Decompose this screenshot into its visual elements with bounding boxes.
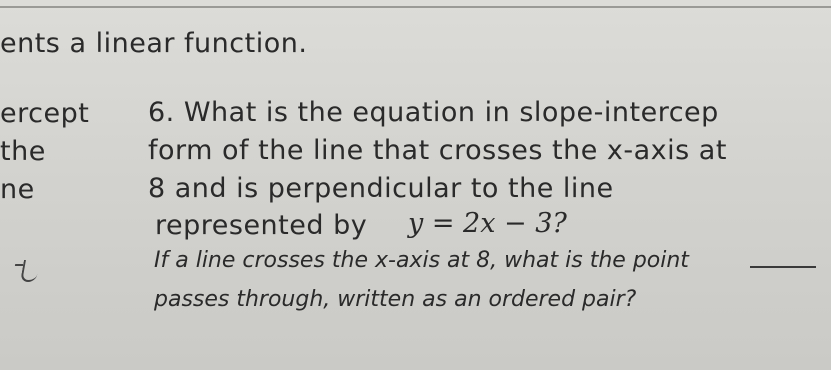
- question-6-line-2: form of the line that crosses the x-axis at: [148, 135, 727, 166]
- equation: y = 2x − 3?: [408, 208, 567, 239]
- left-text-line-1: ents a linear function.: [0, 28, 308, 59]
- question-6-line-4: represented by: [155, 210, 368, 241]
- hint-line-1: If a line crosses the x-axis at 8, what is the point: [154, 248, 689, 273]
- handwritten-mark: [20, 260, 40, 282]
- question-6-line-3: 8 and is perpendicular to the line: [148, 173, 614, 204]
- left-text-line-4: ne: [0, 174, 35, 205]
- question-6-line-1: 6. What is the equation in slope-intercep: [148, 97, 719, 128]
- top-divider: [0, 6, 831, 8]
- hint-line-2: passes through, written as an ordered pair?: [154, 287, 637, 312]
- left-text-line-2: ercept: [0, 98, 90, 129]
- left-text-line-3: the: [0, 136, 46, 167]
- answer-blank[interactable]: [750, 266, 816, 268]
